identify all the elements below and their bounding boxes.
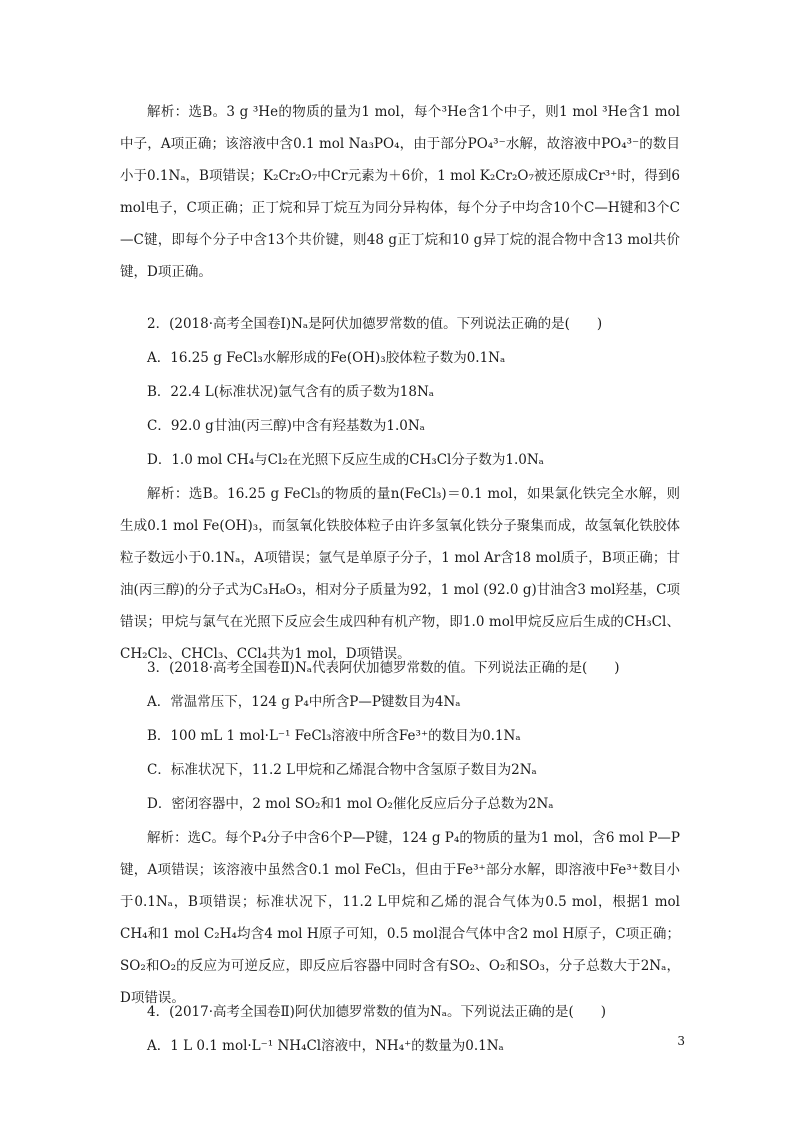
question-3-option-d: D．密闭容器中，2 mol SO₂和1 mol O₂催化反应后分子总数为2Nₐ (147, 796, 554, 812)
question-2-option-a: A．16.25 g FeCl₃水解形成的Fe(OH)₃胶体粒子数为0.1Nₐ (147, 350, 506, 366)
answer-explanation-2: 解析：选B。16.25 g FeCl₃的物质的量n(FeCl₃)＝0.1 mol，如果氯化铁完全水解，则生成0.1 mol Fe(OH)₃，而氢氧化铁胶体粒子由许多氢氧化铁分子聚集而成，故氢氧化铁胶体粒子数远小于0.1Nₐ，A项错误；氩气是单原子分子，1 mol Ar含18 mol质子，B项正确；甘油(丙三醇)的分子式为C₃H₈O₃，相对分子质量为92，1 mol (92.0 g)甘油含3 mol羟基，C项错误；甲烷与氯气在光照下反应会生成四种有机产物，即1.0 mol甲烷反应后生成的CH₃Cl、CH₂Cl₂、CHCl₃、CCl₄共为1 mol，D项错误。 (120, 486, 680, 662)
question-2-option-c: C．92.0 g甘油(丙三醇)中含有羟基数为1.0Nₐ (147, 418, 425, 434)
question-3-stem: 3．(2018·高考全国卷Ⅱ)Nₐ代表阿伏加德罗常数的值。下列说法正确的是( ) (147, 660, 620, 676)
question-3-option-a: A．常温常压下，124 g P₄中所含P—P键数目为4Nₐ (147, 694, 461, 710)
question-3-option-b: B．100 mL 1 mol·L⁻¹ FeCl₃溶液中所含Fe³⁺的数目为0.1Nₐ (147, 728, 521, 744)
page-number: 3 (677, 1034, 685, 1048)
question-2-option-d: D．1.0 mol CH₄与Cl₂在光照下反应生成的CH₃Cl分子数为1.0Nₐ (147, 452, 544, 468)
question-4-stem: 4．(2017·高考全国卷Ⅱ)阿伏加德罗常数的值为Nₐ。下列说法正确的是( ) (147, 1004, 606, 1020)
question-2-option-b: B．22.4 L(标准状况)氩气含有的质子数为18Nₐ (147, 384, 434, 400)
question-3-option-c: C．标准状况下，11.2 L甲烷和乙烯混合物中含氢原子数目为2Nₐ (147, 762, 537, 778)
question-2-stem: 2．(2018·高考全国卷Ⅰ)Nₐ是阿伏加德罗常数的值。下列说法正确的是( ) (147, 316, 603, 332)
answer-explanation-3: 解析：选C。每个P₄分子中含6个P—P键，124 g P₄的物质的量为1 mol，含6 mol P—P键，A项错误；该溶液中虽然含0.1 mol FeCl₃，但由于Fe³⁺部分水解，即溶液中Fe³⁺数目小于0.1Nₐ，B项错误；标准状况下，11.2 L甲烷和乙烯的混合气体为0.5 mol，根据1 mol CH₄和1 mol C₂H₄均含4 mol H原子可知，0.5 mol混合气体中含2 mol H原子，C项正确；SO₂和O₂的反应为可逆反应，即反应后容器中同时含有SO₂、O₂和SO₃，分子总数大于2Nₐ，D项错误。 (120, 830, 680, 1006)
answer-explanation-1: 解析：选B。3 g ³He的物质的量为1 mol，每个³He含1个中子，则1 mol ³He含1 mol中子，A项正确；该溶液中含0.1 mol Na₃PO₄，由于部分PO₄³⁻水解，故溶液中PO₄³⁻的数目小于0.1Nₐ，B项错误；K₂Cr₂O₇中Cr元素为＋6价，1 mol K₂Cr₂O₇被还原成Cr³⁺时，得到6 mol电子，C项正确；正丁烷和异丁烷互为同分异构体，每个分子中均含10个C—H键和3个C—C键，即每个分子中含13个共价键，则48 g正丁烷和10 g异丁烷的混合物中含13 mol共价键，D项正确。 (120, 104, 680, 280)
question-4-option-a: A．1 L 0.1 mol·L⁻¹ NH₄Cl溶液中，NH₄⁺的数量为0.1Nₐ (147, 1038, 504, 1054)
